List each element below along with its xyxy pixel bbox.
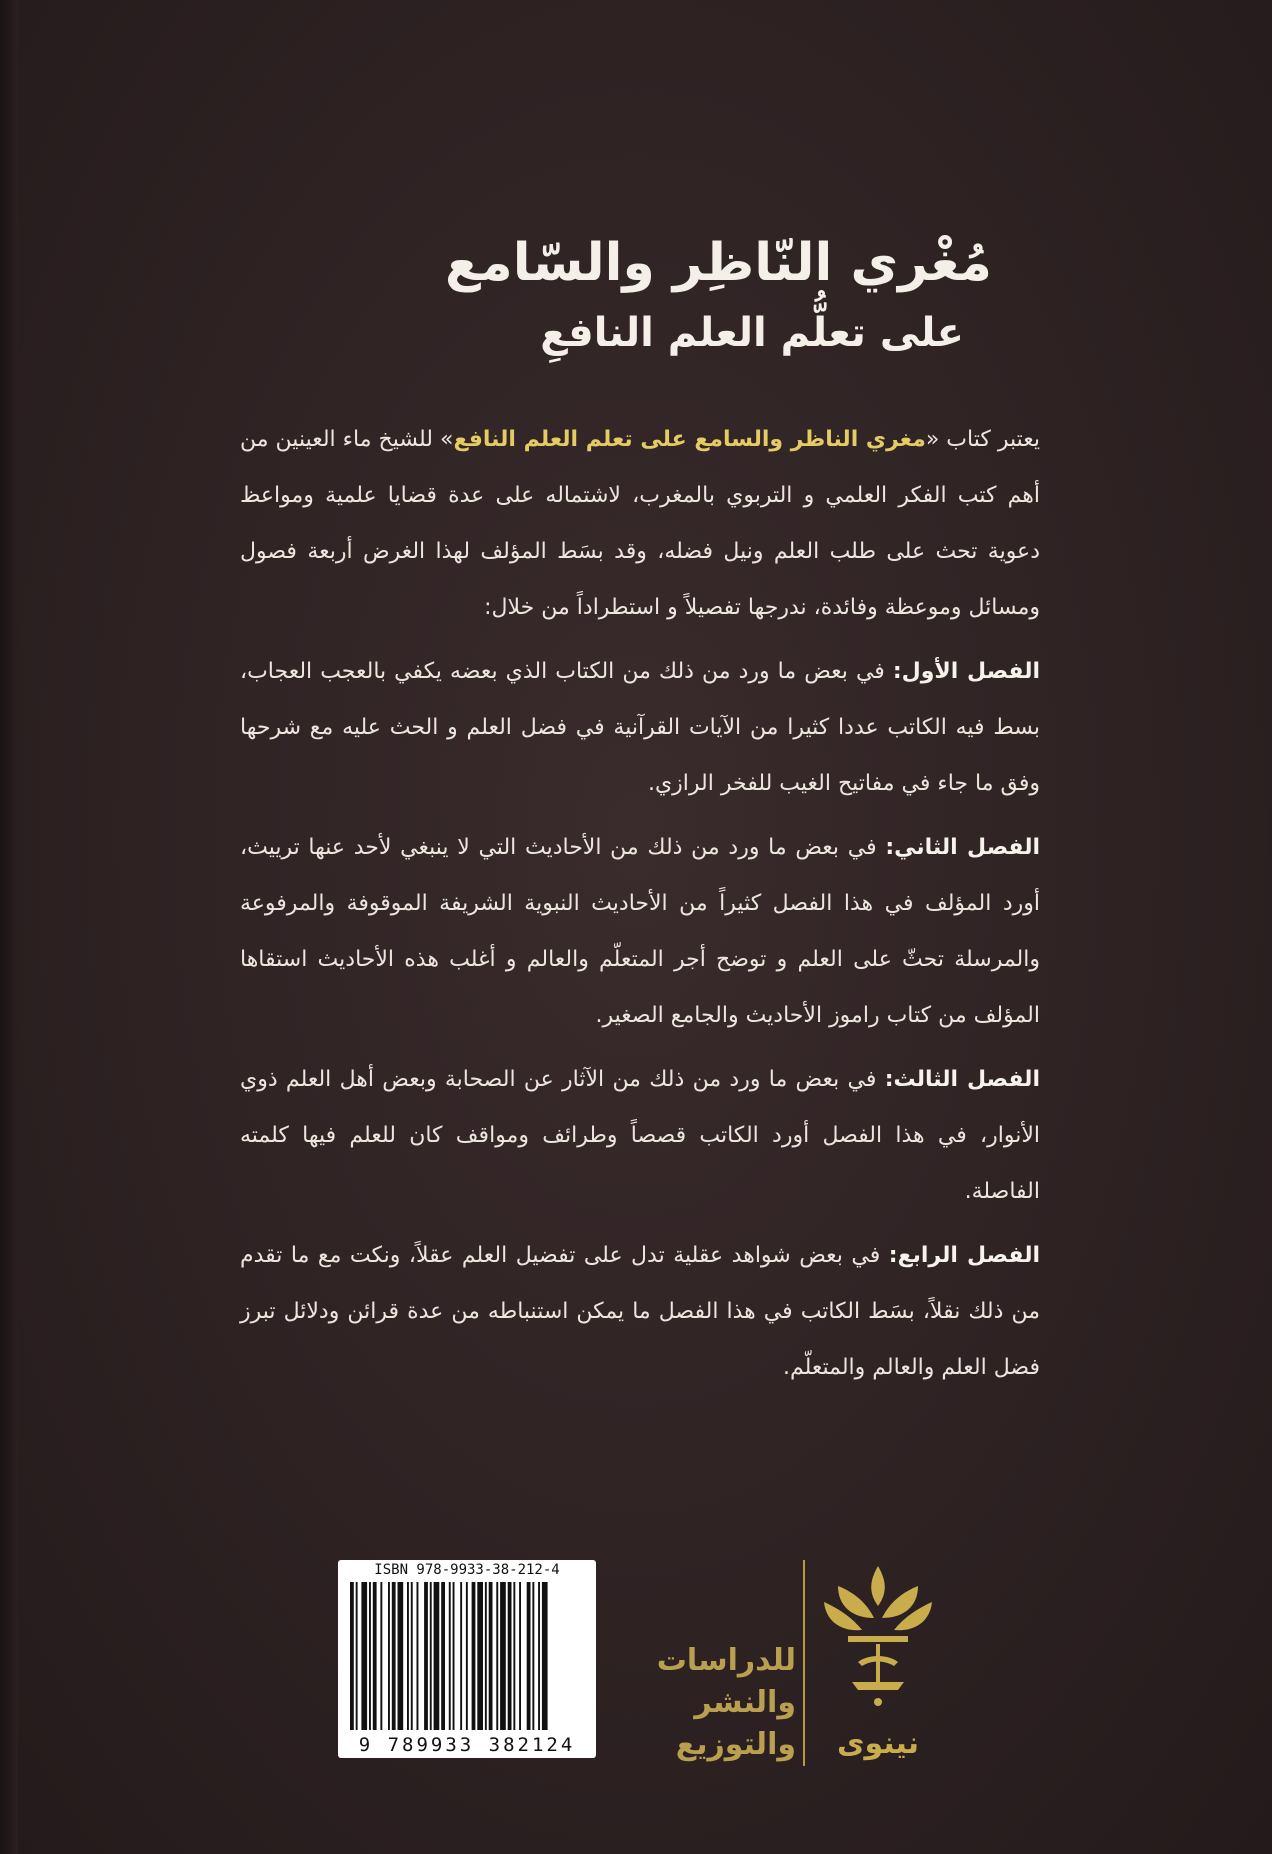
barcode-bar [392,1582,396,1730]
chapter-3-text: في بعض ما ورد من ذلك من الآثار عن الصحابة وبعض أهل العلم ذوي الأنوار، في هذا الفصل أورد الكاتب قصصاً وطرائف ومواقف كان للعلم فيها كلمته الفاصلة. [240,1067,1040,1204]
barcode-bar [356,1582,358,1730]
barcode-bar [411,1582,413,1730]
barcode-bars [350,1582,584,1730]
barcode-bar [460,1582,462,1730]
barcode-bar [434,1582,440,1730]
barcode-digits: 9 789933 382124 [358,1734,576,1756]
barcode-bar [519,1582,521,1730]
chapter-3-heading: الفصل الثالث: [884,1067,1040,1092]
barcode-bar [449,1582,451,1730]
chapter-2-paragraph [240,820,1040,1044]
barcode-bar [350,1582,354,1730]
barcode-bar [430,1582,432,1730]
barcode-bar [489,1582,493,1730]
barcode-bar [453,1582,455,1730]
divider-line [803,1560,805,1766]
barcode-bar [398,1582,404,1730]
chapter-4-heading: الفصل الرابع: [888,1243,1040,1268]
barcode-bar [424,1582,428,1730]
chapter-1-heading: الفصل الأول: [892,659,1041,684]
barcode-bar [369,1582,371,1730]
isbn-label: ISBN 978-9933-38-212-4 [374,1562,560,1578]
tagline-line-1: للدراسات [656,1643,796,1678]
barcode-bar [485,1582,487,1730]
barcode-bar [508,1582,512,1730]
book-subtitle: على تعلُّم العلم النافعِ [540,310,964,356]
barcode-bar [532,1582,534,1730]
barcode-bar [417,1582,419,1730]
chapter-4-text: في بعض شواهد عقلية تدل على تفضيل العلم عقلاً، ونكت مع ما تقدم من ذلك نقلاً، بسَط الكاتب في هذا الفصل ما يمكن استنباطه من عدة قرائن ودلائل تبرز فضل العلم والعالم والمتعلّم. [240,1243,1040,1380]
barcode-bar [527,1582,531,1730]
publisher-logo-icon [818,1562,938,1722]
isbn-barcode [338,1560,596,1758]
chapter-1-paragraph [240,644,1040,812]
book-title: مُغْري النّاظِر والسّامع [444,233,992,293]
intro-part1: يعتبر كتاب « [925,427,1041,452]
chapter-2-heading: الفصل الثاني: [885,835,1041,860]
intro-book-name: مغري الناظر والسامع على تعلم العلم النافع [453,427,926,452]
intro-part2: » للشيخ ماء العينين من أهم كتب الفكر العلمي و التربوي بالمغرب، لاشتماله على عدة قضايا علمية ومواعظ دعوية تحث على طلب العلم ونيل فضله، وقد بسَط المؤلف لهذا الغرض أربعة فصول ومسائل وموعظة وفائدة، ندرجها تفصيلاً و استطراداً من خلال: [240,427,1040,620]
chapter-2-text: في بعض ما ورد من ذلك من الأحاديث التي لا ينبغي لأحد عنها ترييث، أورد المؤلف في هذا الفصل كثيراً من الأحاديث النبوية الشريفة الموقوفة والمرفوعة والمرسلة تحثّ على العلم و توضح أجر المتعلّم والعالم و أغلب هذه الأحاديث استقاها المؤلف من كتاب راموز الأحاديث والجامع الصغير. [240,835,1040,1028]
barcode-bar [466,1582,468,1730]
barcode-bar [472,1582,476,1730]
publisher-tagline [630,1640,796,1766]
tagline-line-3: والتوزيع [675,1727,796,1762]
chapter-1-text: في بعض ما ورد من ذلك من الكتاب الذي بعضه يكفي بالعجب العجاب، بسط فيه الكاتب عددا كثيرا من الآيات القرآنية في فضل العلم و الحث عليه مع شرحها وفق ما جاء في مفاتيح الغيب للفخر الرازي. [240,659,1040,796]
spine-edge [0,0,18,1854]
barcode-bar [513,1582,515,1730]
title-block [292,225,992,365]
barcode-bar [441,1582,445,1730]
barcode-bar [388,1582,390,1730]
chapter-3-paragraph [240,1052,1040,1220]
barcode-bar [542,1582,548,1730]
description-text [240,412,1040,1404]
intro-paragraph [240,412,1040,636]
chapter-4-paragraph [240,1228,1040,1396]
tagline-line-2: والنشر [694,1685,796,1720]
barcode-bar [361,1582,367,1730]
barcode-bar [538,1582,540,1730]
barcode-bar [477,1582,483,1730]
publisher-name: نينوى [836,1726,920,1761]
barcode-bar [500,1582,506,1730]
barcode-bar [407,1582,409,1730]
barcode-bar [496,1582,498,1730]
barcode-bar [380,1582,382,1730]
barcode-bar [373,1582,377,1730]
